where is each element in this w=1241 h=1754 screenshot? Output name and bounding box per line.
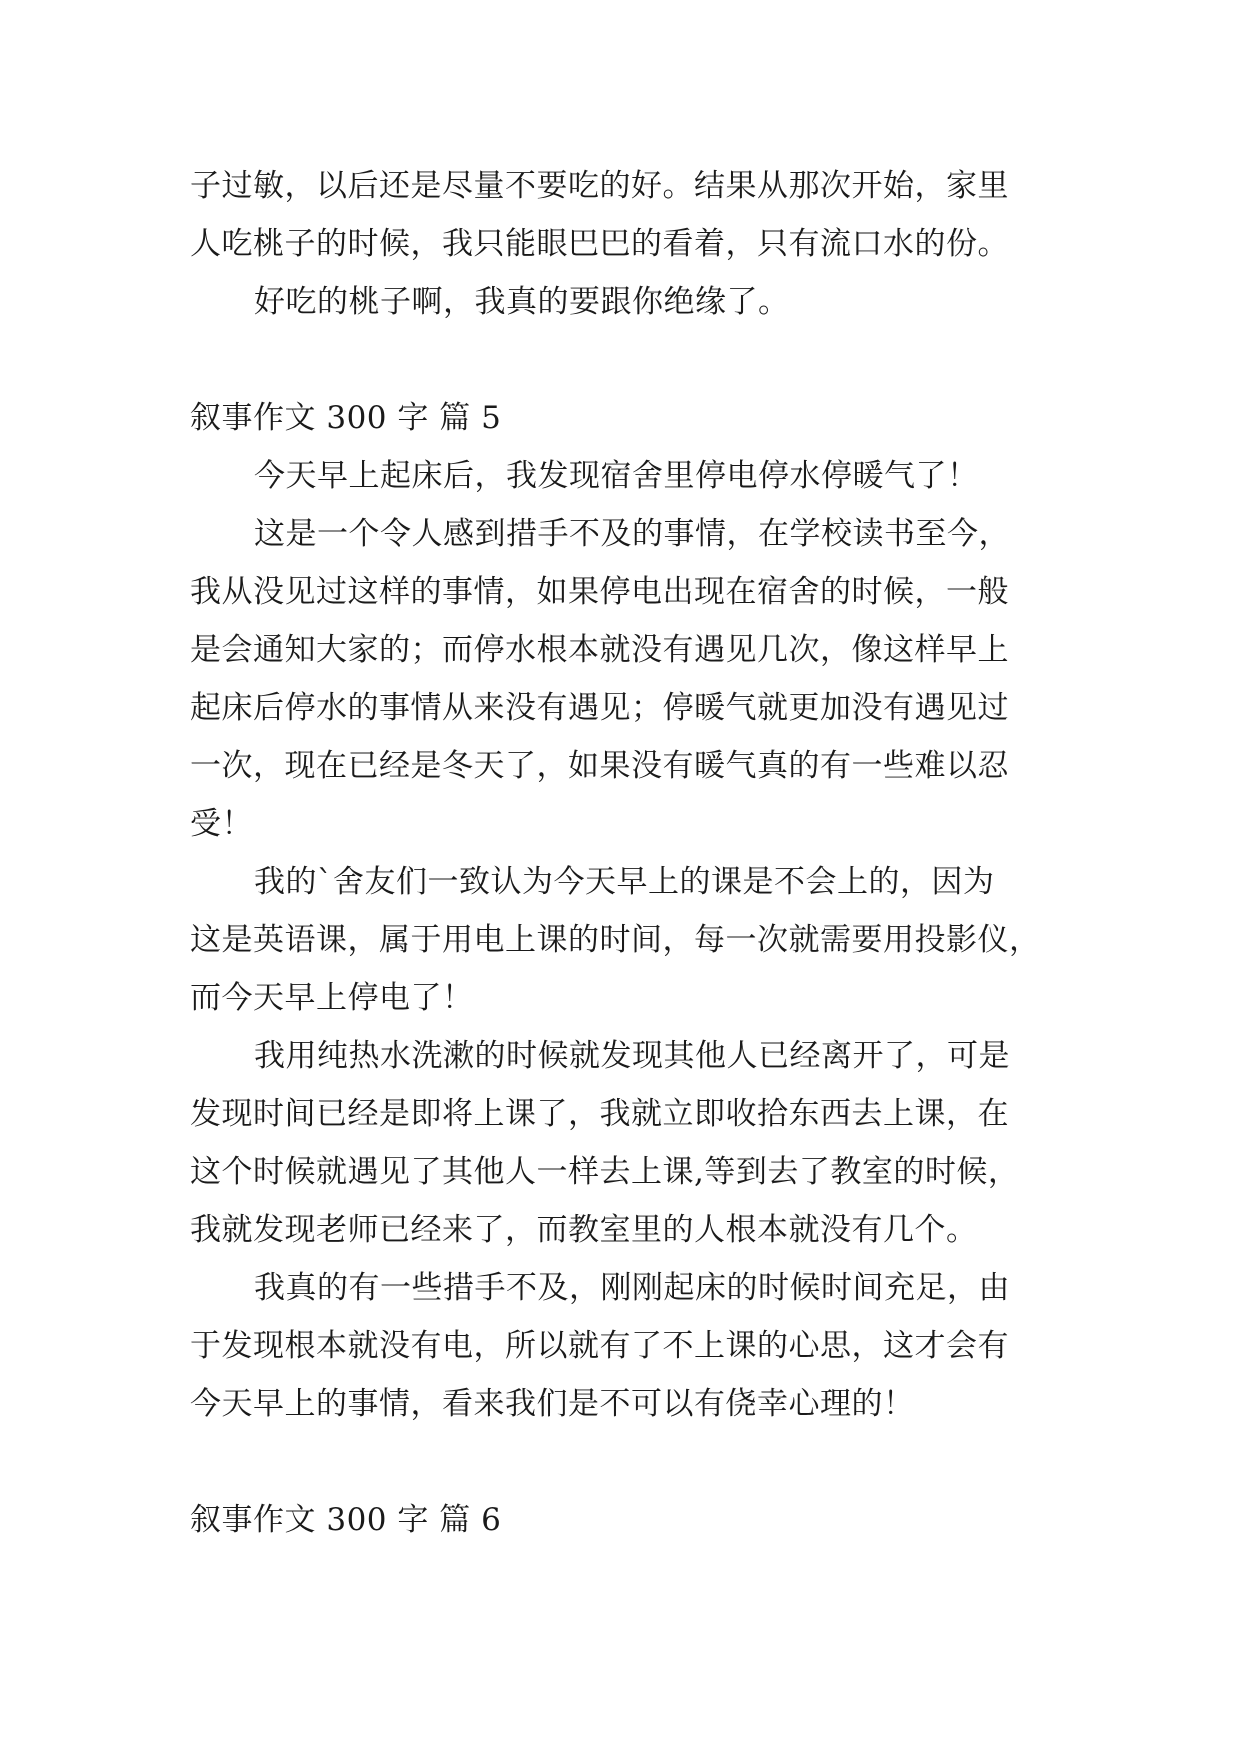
section-5-heading: 叙事作文 300 字 篇 5 <box>190 400 502 436</box>
intro-p1-line2: 人吃桃子的时候，我只能眼巴巴的看着，只有流口水的份。 <box>190 226 1009 262</box>
s5-p4-line2: 发现时间已经是即将上课了，我就立即收拾东西去上课，在 <box>190 1096 1009 1132</box>
s5-p2-line6: 受！ <box>190 806 253 842</box>
s5-p4-line3: 这个时候就遇见了其他人一样去上课,等到去了教室的时候， <box>190 1154 1020 1190</box>
s5-p4-line1: 我用纯热水洗漱的时候就发现其他人已经离开了，可是 <box>254 1038 1010 1074</box>
s5-p1-line1: 今天早上起床后，我发现宿舍里停电停水停暖气了！ <box>254 458 979 494</box>
s5-p3-line1: 我的`舍友们一致认为今天早上的课是不会上的，因为 <box>254 864 995 900</box>
s5-p2-line4: 起床后停水的事情从来没有遇见；停暖气就更加没有遇见过 <box>190 690 1009 726</box>
s5-p2-line2: 我从没见过这样的事情，如果停电出现在宿舍的时候，一般 <box>190 574 1009 610</box>
s5-p2-line1: 这是一个令人感到措手不及的事情，在学校读书至今， <box>254 516 1010 552</box>
s5-p5-line1: 我真的有一些措手不及，刚刚起床的时候时间充足，由 <box>254 1270 1010 1306</box>
s5-p2-line3: 是会通知大家的；而停水根本就没有遇见几次，像这样早上 <box>190 632 1009 668</box>
s5-p2-line5: 一次，现在已经是冬天了，如果没有暖气真的有一些难以忍 <box>190 748 1009 784</box>
s5-p3-line2: 这是英语课，属于用电上课的时间，每一次就需要用投影仪， <box>190 922 1041 958</box>
s5-p5-line3: 今天早上的事情，看来我们是不可以有侥幸心理的！ <box>190 1386 915 1422</box>
intro-p2-line1: 好吃的桃子啊，我真的要跟你绝缘了。 <box>254 284 790 320</box>
s5-p5-line2: 于发现根本就没有电，所以就有了不上课的心思，这才会有 <box>190 1328 1009 1364</box>
intro-p1-line1: 子过敏，以后还是尽量不要吃的好。结果从那次开始，家里 <box>190 168 1009 204</box>
s5-p4-line4: 我就发现老师已经来了，而教室里的人根本就没有几个。 <box>190 1212 978 1248</box>
section-6-heading: 叙事作文 300 字 篇 6 <box>190 1502 502 1538</box>
s5-p3-line3: 而今天早上停电了！ <box>190 980 474 1016</box>
